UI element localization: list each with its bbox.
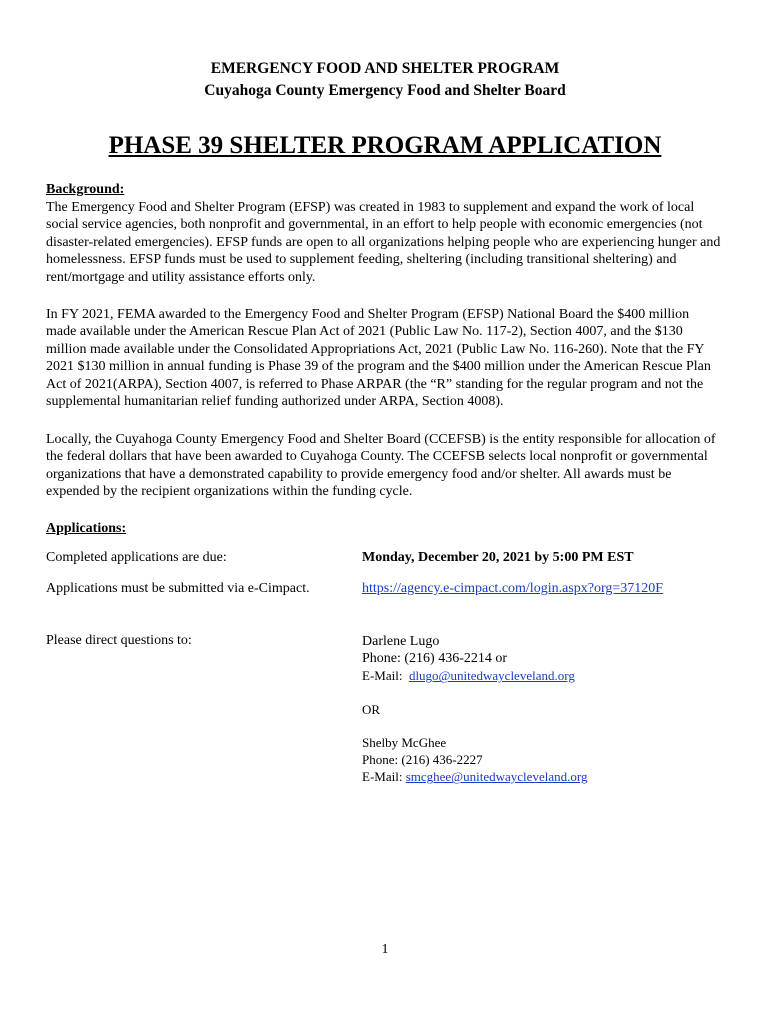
email-label: E-Mail: [362,769,403,785]
questions-label: Please direct questions to: [46,633,192,648]
background-paragraph-3: Locally, the Cuyahoga County Emergency Food and Shelter Board (CCEFSB) is the entity responsible for allocation of the federal dollars that have been awarded to Cuyahoga County. The CCEFSB selects local nonprofit or governmental organizations that have a demonstrated capability to provide emergency food and/or shelter. All awards must be expended by the recipient organizations within the funding cycle. [46,432,716,500]
submit-label: Applications must be submitted via e-Cimpact. [46,581,310,596]
email-link[interactable]: dlugo@unitedwaycleveland.org [408,668,575,684]
due-date: Monday, December 20, 2021 by 5:00 PM EST [362,550,634,565]
background-paragraph-2: In FY 2021, FEMA awarded to the Emergency Food and Shelter Program (EFSP) National Board the $400 million made available under the American Rescue Plan Act of 2021 (Public Law No. 117-2), Section 4007, and the $130 million made available under the Consolidated Appropriations Act, 2021 (Public Law No. 116-260). Note that the FY 2021 $130 million in annual funding is Phase 39 of the program and the $400 million under the American Rescue Plan Act of 2021(ARPA), Section 4007, is referred to Phase ARPAR (the “R” standing for the regular program and not the supplemental humanitarian relief funding authorized under ARPA, Section 4008). [46,307,711,410]
board-name: Cuyahoga County Emergency Food and Shelter Board [204,82,566,99]
page-number: 1 [381,942,389,957]
contact-email-row [362,768,587,785]
contact-phone: Phone: (216) 436-2214 or [362,651,508,667]
email-label: E-Mail: [362,668,403,684]
due-label: Completed applications are due: [46,550,227,565]
applications-heading: Applications: [46,521,127,536]
contact-name: Shelby McGhee [362,735,447,750]
program-name: EMERGENCY FOOD AND SHELTER PROGRAM [210,60,560,77]
ecimpact-link[interactable]: https://agency.e-cimpact.com/login.aspx?org=37120F [362,581,664,596]
contact-darlene [362,633,575,685]
background-heading: Background: [46,182,125,197]
contact-name: Darlene Lugo [362,634,440,649]
email-link[interactable]: smcghee@unitedwaycleveland.org [405,769,588,785]
background-paragraph-1: The Emergency Food and Shelter Program (EFSP) was created in 1983 to supplement and expand the work of local social service agencies, both nonprofit and governmental, in an effort to help people with economic emergencies (not disaster-related emergencies). EFSP funds are open to all organizations helping people who are experiencing hunger and homelessness. EFSP funds must be used to supplement feeding, sheltering (including transitional sheltering) and rent/mortgage and utility assistance efforts only. [46,200,721,285]
page-title: PHASE 39 SHELTER PROGRAM APPLICATION [108,132,662,159]
contact-email-row [362,667,575,684]
or-separator: OR [362,702,381,717]
contact-phone: Phone: (216) 436-2227 [362,752,483,768]
contact-shelby [362,734,587,786]
